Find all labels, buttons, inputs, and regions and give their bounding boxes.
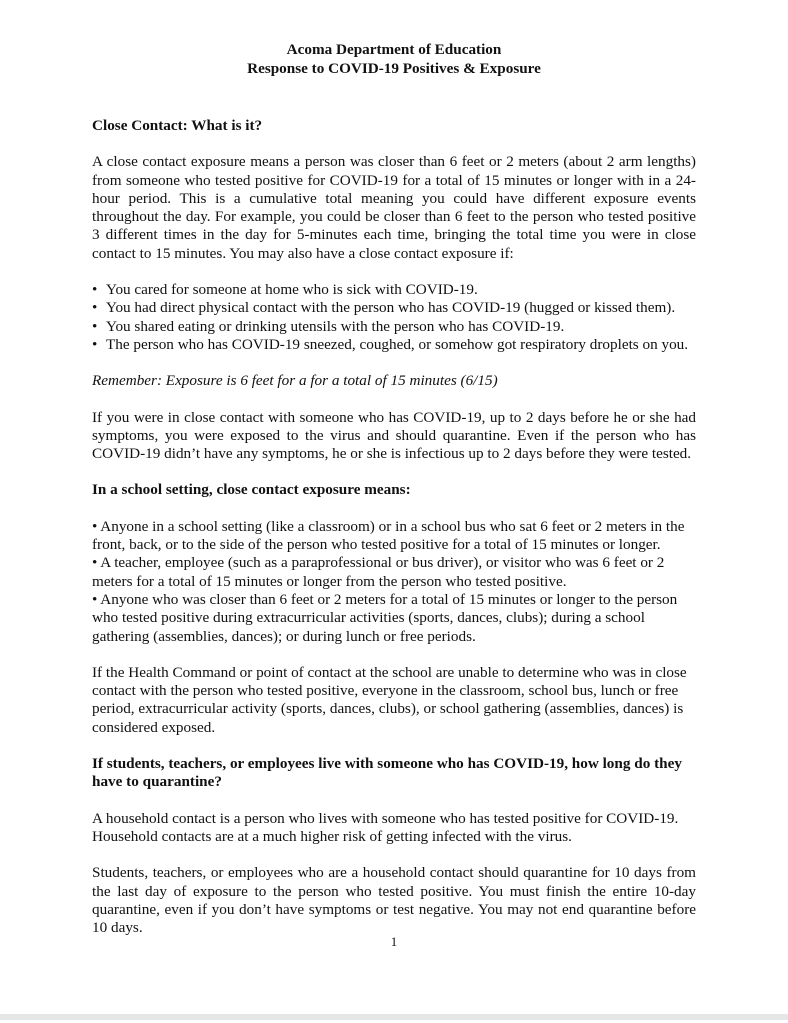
page-bottom-divider: [0, 1014, 788, 1020]
close-contact-definition: A close contact exposure means a person was closer than 6 feet or 2 meters (about 2 arm lengths) from someone who tested positive for COVID-19 for a total of 15 minutes or longer with in a 24-hour period. This is a cumulative total meaning you could have different exposure events throughout the day. For example, you could be closer than 6 feet to the person who tested positive 3 different times in the day for 5-minutes each time, bringing the total time you were in close contact to 15 minutes. You may also have a close contact exposure if:: [92, 153, 696, 262]
document-content: [92, 41, 696, 937]
document-title-line2: Response to COVID-19 Positives & Exposure: [247, 59, 541, 77]
quarantine-duration-paragraph: Students, teachers, or employees who are a household contact should quarantine for 10 days from the last day of exposure to the person who tested positive. You must finish the entire 10-day quarantine, even if you don’t have symptoms or test negative. You may not end quarantine before 10 days.: [92, 864, 696, 937]
section-heading-close-contact: Close Contact: What is it?: [92, 117, 263, 134]
bullet-icon: •: [92, 281, 98, 299]
bullet-icon: •: [92, 317, 98, 335]
document-title-line1: Acoma Department of Education: [286, 41, 502, 58]
school-setting-item: • Anyone in a school setting (like a classroom) or in a school bus who sat 6 feet or 2 meters in the front, back, or to the side of the person who tested positive for a total of 15 minutes or longer.: [92, 517, 685, 554]
school-setting-item: • A teacher, employee (such as a paraprofessional or bus driver), or visitor who was 6 feet or 2 meters for a total of 15 minutes or longer from the person who tested positive.: [92, 554, 665, 590]
section-heading-school-setting: In a school setting, close contact exposure means:: [92, 481, 411, 499]
list-item: • The person who has COVID-19 sneezed, coughed, or somehow got respiratory droplets on you.: [92, 335, 689, 353]
household-contact-paragraph: A household contact is a person who lives with someone who has tested positive for COVID-19. Household contacts are at a much higher risk of getting infected with the virus.: [92, 809, 679, 845]
page-number: 1: [390, 934, 398, 949]
infectious-period-paragraph: If you were in close contact with someone who has COVID-19, up to 2 days before he or she had symptoms, you were exposed to the virus and should quarantine. Even if the person who has COVID-19 didn’t have any symptoms, he or she is infectious up to 2 days before they were tested.: [92, 408, 696, 463]
bullet-icon: •: [92, 299, 98, 317]
exposure-reminder: Remember: Exposure is 6 feet for a for a total of 15 minutes (6/15): [92, 372, 498, 390]
school-setting-item: • Anyone who was closer than 6 feet or 2 meters for a total of 15 minutes or longer to the person who tested positive during extracurricular activities (sports, dances, clubs); during a school gathering (assemblies, dances); or during lunch or free periods.: [92, 590, 678, 645]
list-item: • You had direct physical contact with the person who has COVID-19 (hugged or kissed them).: [92, 299, 676, 317]
bullet-icon: •: [92, 335, 98, 353]
section-heading-household-quarantine: If students, teachers, or employees live with someone who has COVID-19, how long do they have to quarantine?: [92, 755, 682, 791]
list-item: • You shared eating or drinking utensils with the person who has COVID-19.: [92, 317, 565, 335]
list-item: • You cared for someone at home who is sick with COVID-19.: [92, 281, 478, 299]
close-contact-bullet-list: [92, 281, 696, 354]
health-command-paragraph: If the Health Command or point of contact at the school are unable to determine who was in close contact with the person who tested positive, everyone in the classroom, school bus, lunch or free period, extracurricular activity (sports, dances, clubs), or school gathering (assemblies, dances) is considered exposed.: [92, 663, 687, 736]
